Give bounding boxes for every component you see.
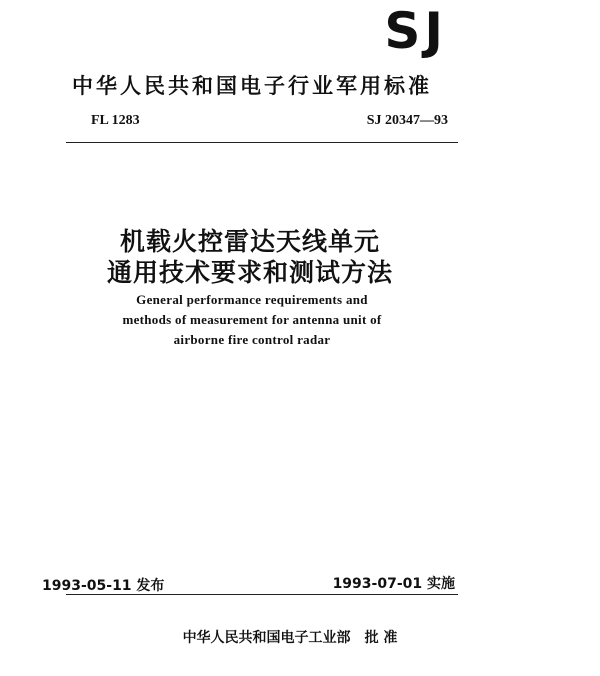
- standard-number: SJ 20347—93: [366, 113, 448, 128]
- title-cn-line-1: 机载火控雷达天线单元: [119, 227, 380, 256]
- title-en-line-3: airborne fire control radar: [173, 332, 331, 347]
- effective-date: 1993-07-01 实施: [332, 576, 455, 592]
- approval-line: [100, 627, 480, 647]
- title-cn-line-2: 通用技术要求和测试方法: [106, 258, 393, 287]
- approval-action: 批 准: [364, 630, 398, 646]
- title-en-line-2: methods of measurement for antenna unit of: [122, 312, 382, 327]
- footer-divider: [66, 594, 458, 595]
- title-en-line-1: General performance requirements and: [136, 292, 368, 307]
- issue-date: 1993-05-11 发布: [42, 578, 165, 594]
- sj-logo: SJ: [384, 2, 447, 60]
- header-title: 中华人民共和国电子行业军用标准: [72, 74, 432, 98]
- header-divider: [66, 142, 458, 143]
- classification-code: FL 1283: [91, 113, 140, 128]
- approval-authority: 中华人民共和国电子工业部: [182, 630, 351, 646]
